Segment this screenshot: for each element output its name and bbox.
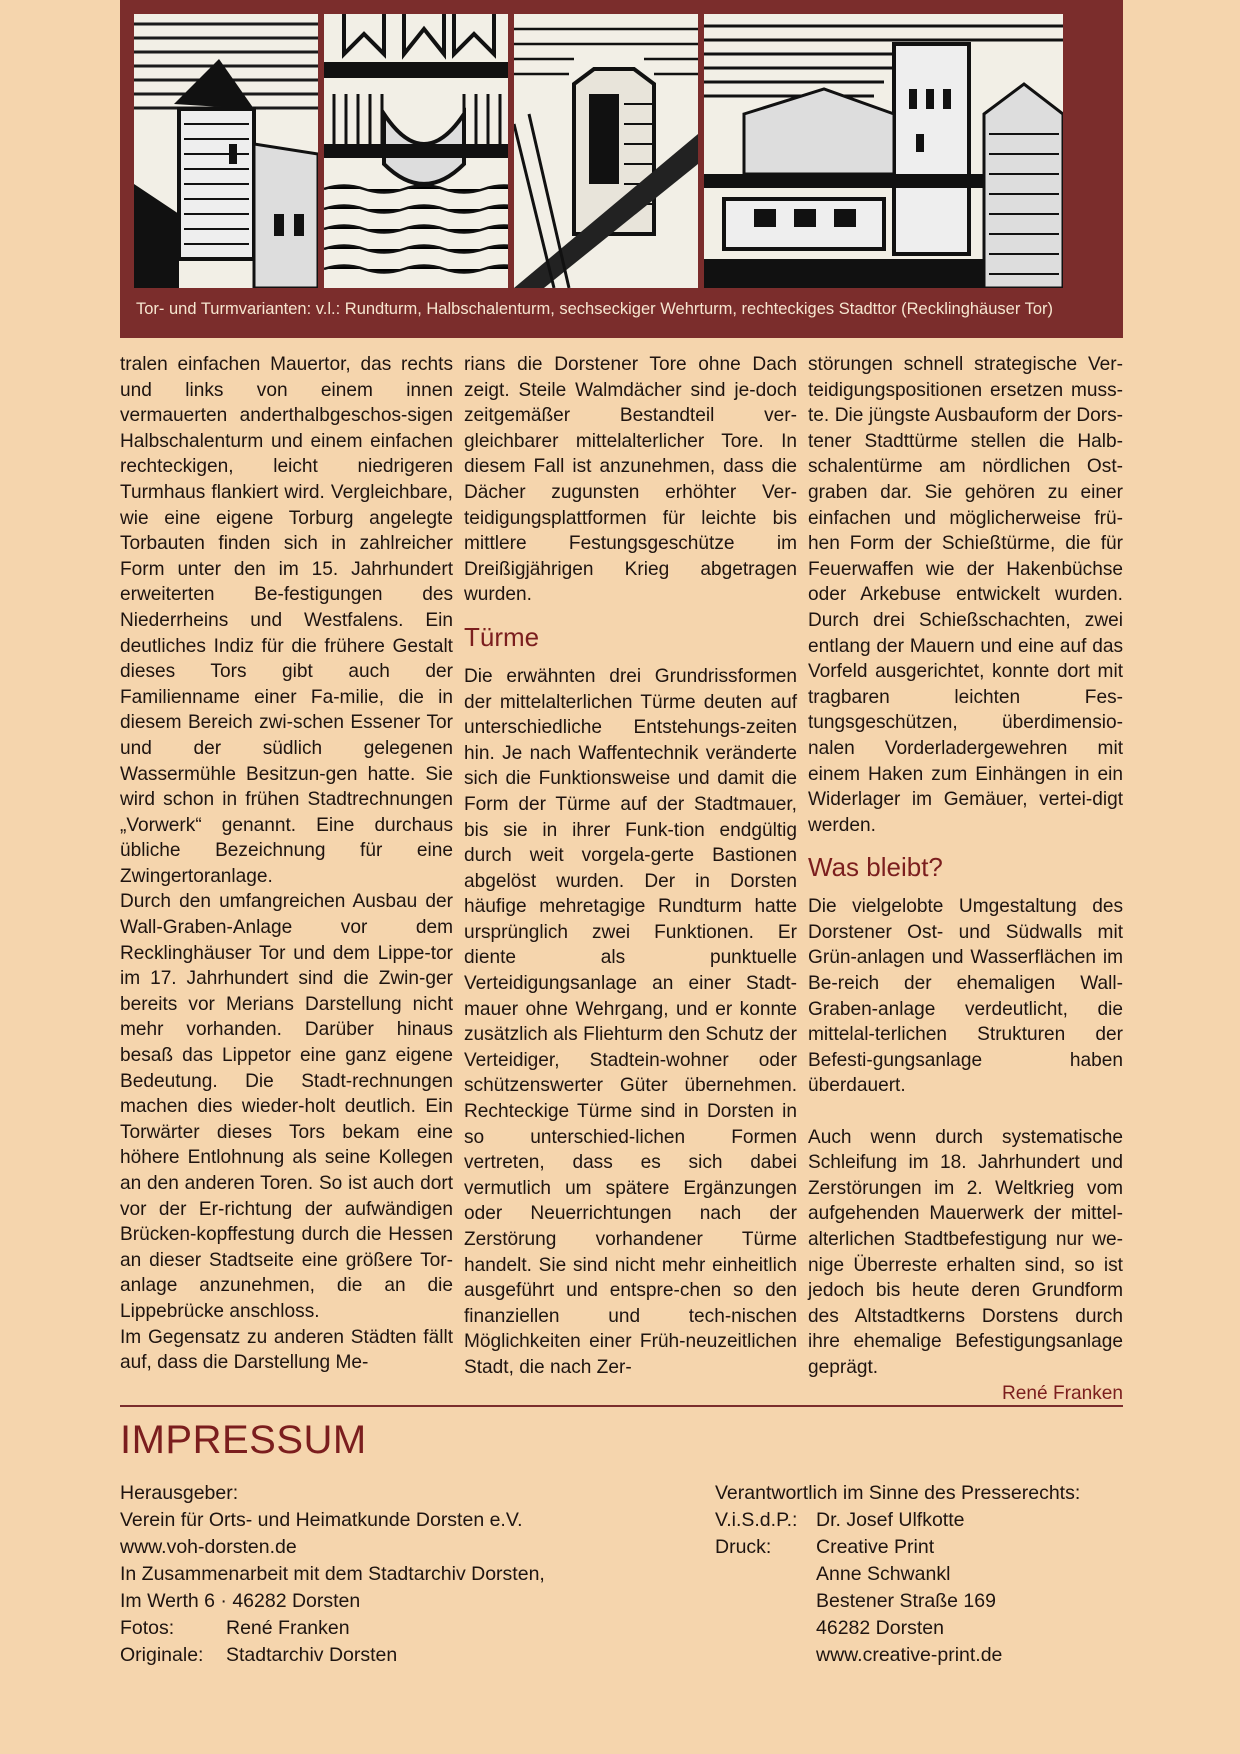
publisher-label: Herausgeber:: [120, 1482, 239, 1504]
impressum-left: [120, 1480, 545, 1669]
printer-city: 46282 Dorsten: [816, 1617, 944, 1639]
text-column-2: [464, 352, 797, 1381]
paragraph: Die erwähnten drei Grundrissformen der mittelalterlichen Türme deuten auf unterschiedliche Entstehungs-zeiten hin. Je nach Waffentechnik veränderte sich die Funktionsweise und damit die Form der Türme auf der Stadtmauer, bis sie in ihrer Funk-tion endgültig durch weit vorgela-gerte Bastionen abgelöst wurden. Der in Dorsten häufige mehretagige Rundturm hatte ursprünglich zwei Funktionen. Er diente als punktuelle Verteidigungsanlage an einer Stadt-mauer ohne Wehrgang, und er konnte zusätzlich als Fliehturm den Schutz der Verteidiger, Stadtein-wohner oder schützenswerter Güter übernehmen. Rechteckige Türme sind in Dorsten in so unterschied-lichen Formen vertreten, dass es sich dabei vermutlich um spätere Ergänzungen oder Neuerrichtungen nach der Zerstörung vorhandener Türme handelt. Sie sind nicht mehr einheitlich ausgeführt und entspre-chen so den finanziellen und tech-nischen Möglichkeiten einer Früh-neuzeitlichen Stadt, die nach Zer-: [464, 665, 797, 1378]
paragraph: tralen einfachen Mauertor, das rechts und links von einem innen vermauerten anderthalbgeschos-sigen Halbschalenturm und einem einfachen rechteckigen, leicht niedrigeren Turmhaus flankiert wird. Vergleichbare, wie eine eigene Torburg angelegte Torbauten finden sich in zahlreicher Form unter den im 15. Jahrhundert erweiterten Be-festigungen des Niederrheins und Westfalens. Ein deutliches Indiz für die frühere Gestalt dieses Tors gibt auch der Familienname einer Fa-milie, die in diesem Bereich zwi-schen Essener Tor und der südlich gelegenen Wassermühle Besitzun-gen hatte. Sie wird schon in frühen Stadtrechnungen „Vorwerk“ genannt. Eine durchaus übliche Bezeichnung für eine Zwingertoranlage.: [120, 354, 453, 887]
woodcut-rectangular-gate-image: [704, 14, 1063, 288]
publisher-website: www.voh-dorsten.de: [120, 1536, 297, 1558]
photos-label: Fotos:: [120, 1617, 175, 1639]
print-line: [715, 1534, 1080, 1561]
originals-label: Originale:: [120, 1644, 204, 1666]
impressum-right: [715, 1480, 1080, 1669]
printer-website: www.creative-print.de: [816, 1644, 1003, 1666]
visdp-label: V.i.S.d.P.:: [715, 1509, 798, 1531]
cooperation-note: In Zusammenarbeit mit dem Stadtarchiv Dorsten,: [120, 1563, 545, 1585]
photos-line: [120, 1615, 545, 1642]
woodcut-round-tower-image: [134, 14, 318, 288]
publisher-name: Verein für Orts- und Heimatkunde Dorsten e.V.: [120, 1509, 523, 1531]
paragraph: störungen schnell strategische Ver-teidigungspositionen ersetzen muss-te. Die jüngste Ausbauform der Dors-tener Stadttürme stellen die Halb-schalentürme am nördlichen Ost-graben dar. Sie gehören zu einer einfachen und möglicherweise frü-hen Form der Schießtürme, die für Feuerwaffen wie der Hakenbüchse oder Arkebuse entwickelt wurden. Durch drei Schießschachten, zwei entlang der Mauern und eine auf das Vorfeld ausgerichtet, konnte dort mit tragbaren leichten Fes-tungsgeschützen, überdimensio-nalen Vorderladergewehren mit einem Haken zum Einhängen in ein Widerlager im Gemäuer, vertei-digt werden.: [808, 354, 1123, 836]
text-column-3: [808, 352, 1123, 1406]
photos-value: René Franken: [226, 1617, 350, 1639]
woodcut-half-shell-tower-image: [324, 14, 508, 288]
text-column-1: [120, 352, 453, 1376]
originals-line: [120, 1642, 545, 1669]
visdp-line: [715, 1507, 1080, 1534]
image-banner: [120, 0, 1123, 338]
paragraph: Die vielgelobte Umgestaltung des Dorstener Ost- und Südwalls mit Grün-anlagen und Wasserflächen im Be-reich der ehemaligen Wall-Graben-anlage verdeutlicht, die mittelal-terlichen Strukturen der Befesti-gungsanlage haben überdauert.: [808, 896, 1123, 1097]
section-heading-tuerme: Türme: [464, 621, 540, 652]
author-name: René Franken: [1002, 1382, 1123, 1404]
originals-value: Stadtarchiv Dorsten: [226, 1644, 398, 1666]
printer-contact: Anne Schwankl: [816, 1563, 951, 1585]
paragraph: rians die Dorstener Tore ohne Dach zeigt. Steile Walmdächer sind je-doch zeitgemäßer Bestandteil ver-gleichbarer mittelalterlicher Tore. In diesem Fall ist anzunehmen, dass die Dächer zugunsten erhöhter Ver-teidigungsplattformen für leichte bis mittlere Festungsgeschütze im Dreißigjährigen Krieg abgetragen wurden.: [464, 354, 797, 606]
printer-name: Creative Print: [816, 1536, 935, 1558]
impressum-title: IMPRESSUM: [120, 1418, 367, 1462]
divider: [120, 1405, 1123, 1407]
paragraph: Im Gegensatz zu anderen Städten fällt auf, dass die Darstellung Me-: [120, 1326, 453, 1374]
paragraph: Auch wenn durch systematische Schleifung im 18. Jahrhundert und Zerstörungen im 2. Weltkrieg vom aufgehenden Mauerwerk der mittel-alterlichen Stadtbefestigung nur we-nige Überreste erhalten sind, so ist jedoch bis heute deren Grundform des Altstadtkerns Dorstens durch ihre ehemalige Befestigungsanlage geprägt.: [808, 1126, 1123, 1378]
responsible-label: Verantwortlich im Sinne des Presserechts:: [715, 1482, 1081, 1504]
publisher-address: Im Werth 6 · 46282 Dorsten: [120, 1590, 361, 1612]
printer-street: Bestener Straße 169: [816, 1590, 996, 1612]
banner-caption: Tor- und Turmvarianten: v.l.: Rundturm, Halbschalenturm, sechseckiger Wehrturm, rechteckiges Stadttor (Recklinghäuser Tor): [136, 300, 1054, 318]
visdp-value: Dr. Josef Ulfkotte: [816, 1509, 965, 1531]
section-heading-was-bleibt: Was bleibt?: [808, 852, 943, 883]
woodcut-hexagonal-tower-image: [514, 14, 698, 288]
print-label: Druck:: [715, 1536, 772, 1558]
paragraph: Durch den umfangreichen Ausbau der Wall-Graben-Anlage vor dem Recklinghäuser Tor und dem Lippe-tor im 17. Jahrhundert sind die Zwin-ger bereits vor Merians Darstellung nicht mehr vorhanden. Darüber hinaus besaß das Lippetor eine ganz eigene Bedeutung. Die Stadt-rechnungen machen dies wieder-holt deutlich. Ein Torwärter dieses Tors bekam eine höhere Entlohnung als seine Kollegen an den anderen Toren. So ist auch dort vor der Er-richtung der aufwändigen Brücken-kopffestung durch die Hessen an dieser Stadtseite eine größere Tor-anlage anzunehmen, die an die Lippebrücke anschloss.: [120, 891, 453, 1322]
